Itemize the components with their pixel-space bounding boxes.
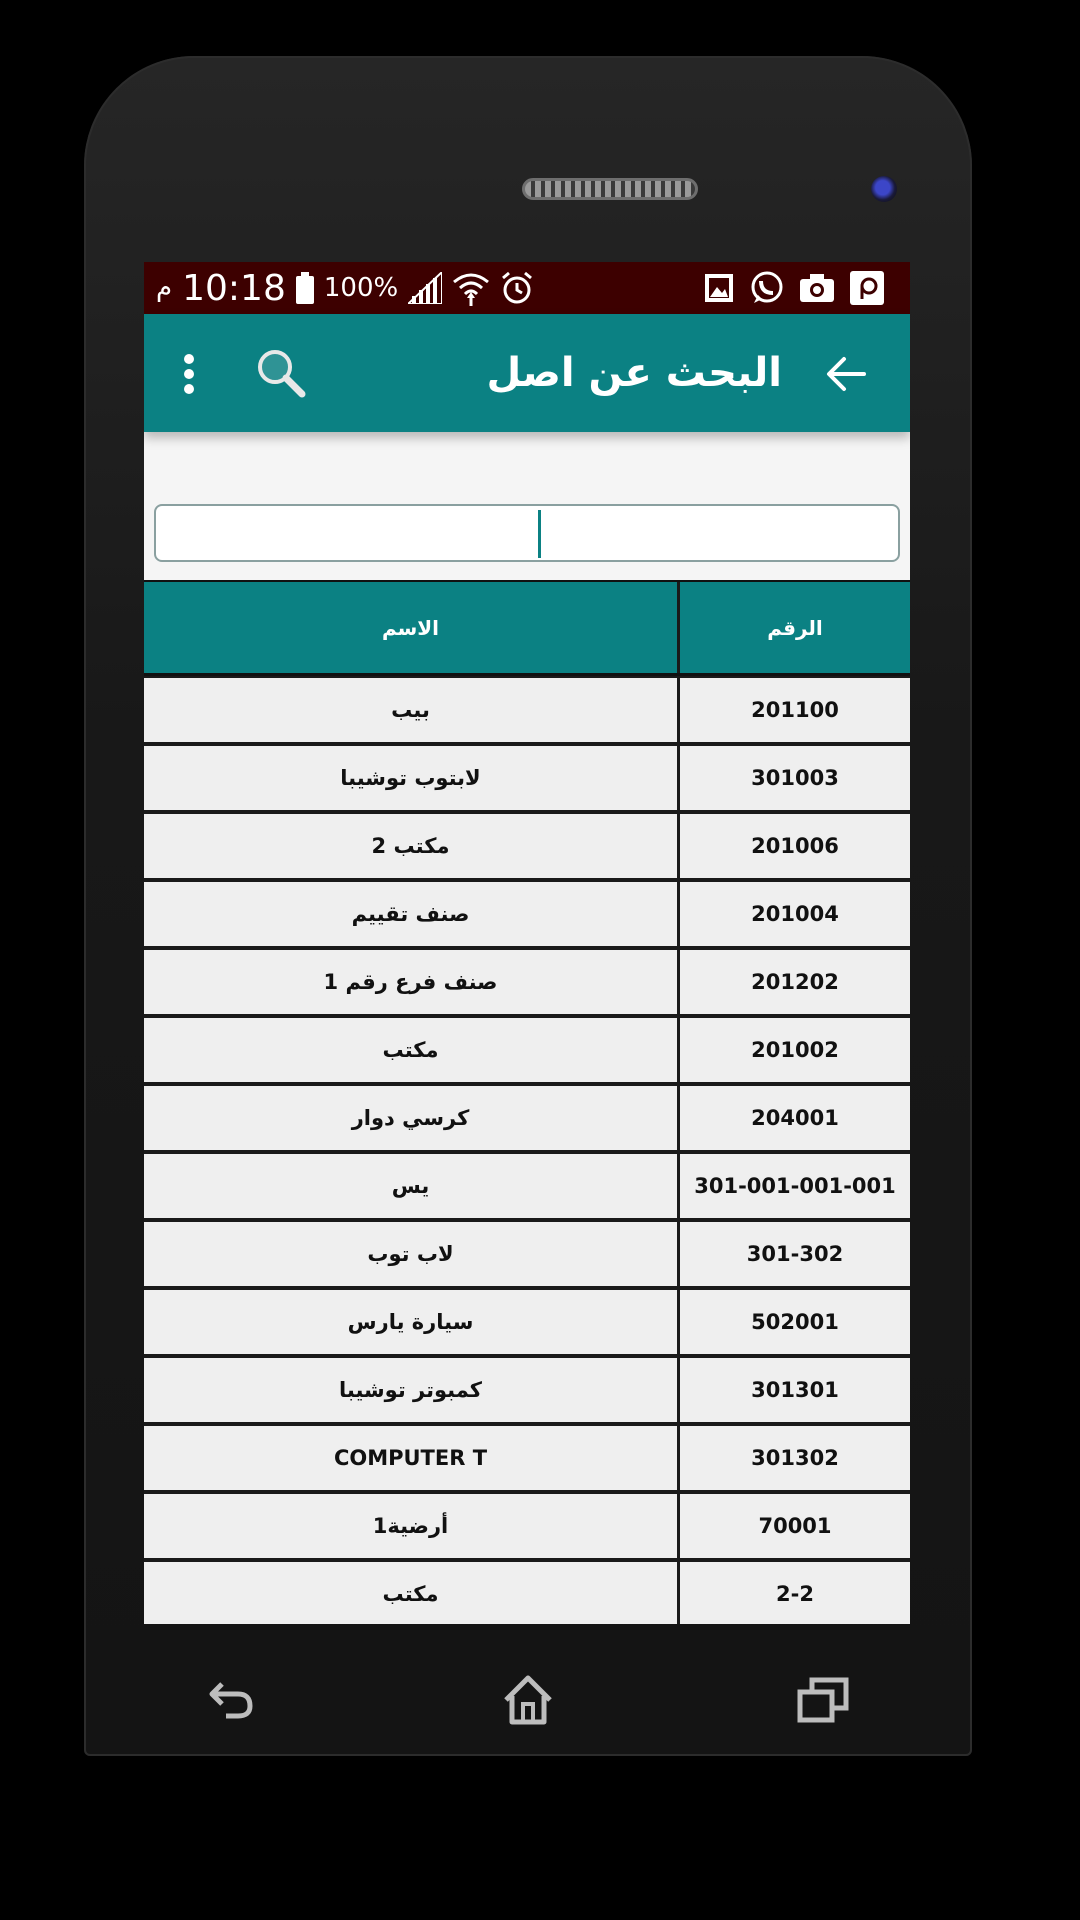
row-name-cell[interactable]: كرسي دوار: [144, 1086, 680, 1150]
search-box[interactable]: [154, 504, 900, 562]
status-right: [704, 262, 884, 314]
status-battery-percent: 100%: [323, 273, 399, 303]
table-header-row: [144, 580, 910, 676]
row-number-cell[interactable]: 70001: [680, 1494, 910, 1558]
status-time: 10:18: [182, 267, 286, 309]
nav-home-icon[interactable]: [498, 1670, 558, 1730]
row-name-cell[interactable]: صنف فرع رقم 1: [144, 950, 680, 1014]
search-icon[interactable]: [254, 346, 308, 400]
header-name[interactable]: الاسم: [144, 582, 680, 673]
header-number[interactable]: الرقم: [680, 582, 910, 673]
status-left: [156, 262, 534, 314]
row-name-cell[interactable]: كمبوتر توشيبا: [144, 1358, 680, 1422]
row-name-cell[interactable]: مكتب 2: [144, 814, 680, 878]
table-row[interactable]: [144, 812, 910, 880]
row-number-cell[interactable]: 201004: [680, 882, 910, 946]
more-vert-icon[interactable]: [182, 352, 196, 396]
nav-recents-icon[interactable]: [794, 1670, 854, 1730]
row-name-cell[interactable]: COMPUTER T: [144, 1426, 680, 1490]
row-name-cell[interactable]: بيب: [144, 678, 680, 742]
table-row[interactable]: [144, 880, 910, 948]
row-name-cell[interactable]: مكتب: [144, 1562, 680, 1624]
row-number-cell[interactable]: 201100: [680, 678, 910, 742]
notification-p-icon: [850, 271, 884, 305]
row-name-cell[interactable]: سيارة يارس: [144, 1290, 680, 1354]
row-number-cell[interactable]: 301003: [680, 746, 910, 810]
text-cursor: [538, 510, 541, 558]
status-bar: [144, 262, 910, 314]
assets-table: [144, 580, 910, 1624]
table-row[interactable]: [144, 1356, 910, 1424]
table-row[interactable]: [144, 948, 910, 1016]
row-name-cell[interactable]: أرضية1: [144, 1494, 680, 1558]
row-name-cell[interactable]: لابتوب توشيبا: [144, 746, 680, 810]
table-row[interactable]: [144, 744, 910, 812]
app-bar: [144, 314, 910, 432]
app-screen: [144, 262, 910, 1624]
wifi-icon: [452, 270, 490, 306]
row-number-cell[interactable]: 201002: [680, 1018, 910, 1082]
row-number-cell[interactable]: 204001: [680, 1086, 910, 1150]
page-title: البحث عن اصل: [486, 350, 782, 396]
gallery-icon: [704, 273, 734, 303]
table-row[interactable]: [144, 1492, 910, 1560]
speaker-grille: [522, 178, 698, 200]
table-row[interactable]: [144, 1152, 910, 1220]
row-number-cell[interactable]: 301-302: [680, 1222, 910, 1286]
row-number-cell[interactable]: 201006: [680, 814, 910, 878]
row-name-cell[interactable]: يس: [144, 1154, 680, 1218]
table-row[interactable]: [144, 1220, 910, 1288]
search-input[interactable]: [156, 506, 898, 560]
table-row[interactable]: [144, 1288, 910, 1356]
signal-icon: [408, 272, 442, 304]
table-row[interactable]: [144, 1560, 910, 1624]
row-number-cell[interactable]: 201202: [680, 950, 910, 1014]
row-name-cell[interactable]: مكتب: [144, 1018, 680, 1082]
whatsapp-icon: [750, 271, 784, 305]
row-number-cell[interactable]: 2-2: [680, 1562, 910, 1624]
table-row[interactable]: [144, 1016, 910, 1084]
status-ampm: م: [156, 273, 173, 303]
row-number-cell[interactable]: 502001: [680, 1290, 910, 1354]
alarm-icon: [500, 271, 534, 305]
row-number-cell[interactable]: 301302: [680, 1426, 910, 1490]
row-name-cell[interactable]: صنف تقييم: [144, 882, 680, 946]
table-row[interactable]: [144, 1084, 910, 1152]
camera-icon: [800, 274, 834, 302]
nav-back-icon[interactable]: [202, 1670, 262, 1730]
system-nav-bar: [84, 1644, 972, 1756]
table-row[interactable]: [144, 1424, 910, 1492]
row-name-cell[interactable]: لاب توب: [144, 1222, 680, 1286]
front-camera: [871, 176, 897, 202]
table-row[interactable]: [144, 676, 910, 744]
row-number-cell[interactable]: 301-001-001-001: [680, 1154, 910, 1218]
table-body: [144, 676, 910, 1624]
battery-icon: [296, 272, 314, 304]
row-number-cell[interactable]: 301301: [680, 1358, 910, 1422]
back-arrow-icon[interactable]: [824, 352, 868, 396]
